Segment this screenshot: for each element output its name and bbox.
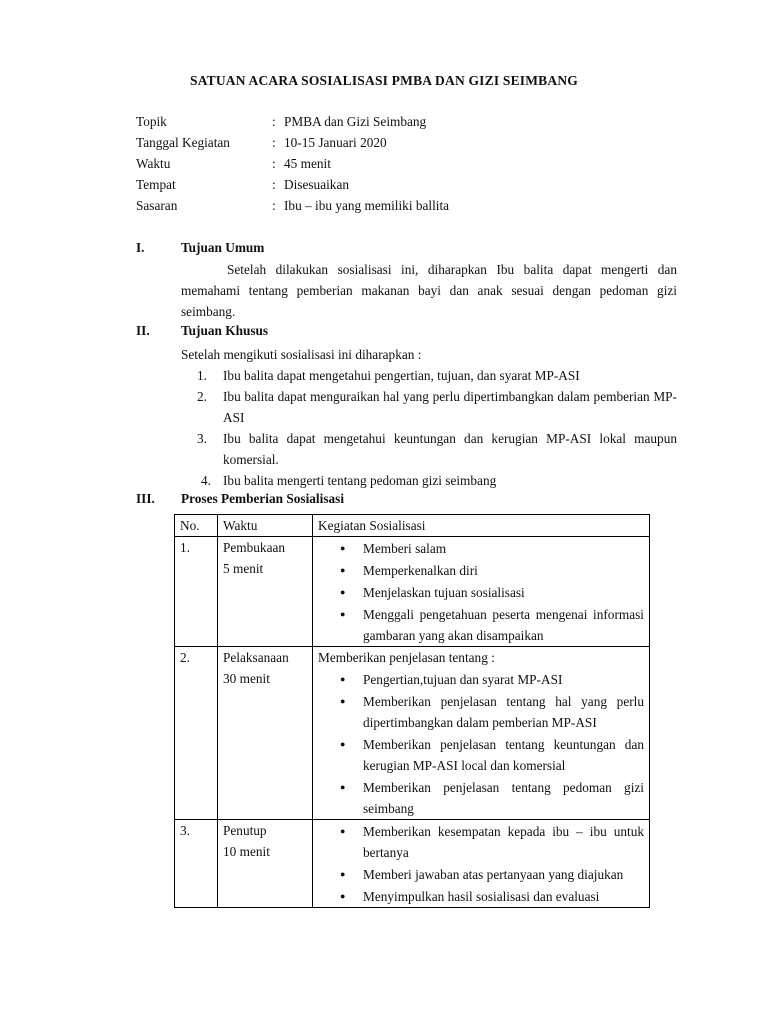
table-header-row xyxy=(175,515,650,537)
section-heading-proses: Proses Pemberian Sosialisasi xyxy=(181,491,345,506)
info-label: Sasaran xyxy=(136,198,178,213)
info-row-tempat: Tempat : Disesuaikan xyxy=(136,177,349,192)
list-item: ● Memberikan penjelasan tentang hal yang perlu dipertimbangkan dalam pemberian MP-ASI xyxy=(318,691,644,733)
row-time: Pelaksanaan 30 menit xyxy=(218,647,313,820)
list-item: ● Memberikan penjelasan tentang keuntungan dan kerugian MP-ASI local dan komersial xyxy=(318,734,644,776)
section-paragraph: Setelah dilakukan sosialisasi ini, diharapkan Ibu balita dapat mengerti dan memahami tentang pemberian makanan bayi dan anak sesuai dengan pedoman gizi seimbang. xyxy=(181,262,677,319)
table-row xyxy=(175,820,650,908)
section-heading-tujuan-umum: Tujuan Umum xyxy=(181,240,265,255)
list-item: ● Memberi salam xyxy=(318,538,644,559)
info-value: 10-15 Januari 2020 xyxy=(284,135,387,150)
row-time: Pembukaan 5 menit xyxy=(218,537,313,647)
activity-intro: Memberikan penjelasan tentang : xyxy=(318,650,495,665)
list-item: ● Menyimpulkan hasil sosialisasi dan evaluasi xyxy=(318,886,644,907)
info-value: Ibu – ibu yang memiliki ballita xyxy=(284,198,450,213)
section-heading-tujuan-khusus: Tujuan Khusus xyxy=(181,323,269,338)
list-item: ● Menjelaskan tujuan sosialisasi xyxy=(318,582,644,603)
info-row-topik: Topik : PMBA dan Gizi Seimbang xyxy=(136,114,427,129)
section-number: III. xyxy=(136,491,155,506)
schedule-table xyxy=(174,514,650,908)
info-label: Tempat xyxy=(136,177,176,192)
info-row-tanggal: Tanggal Kegiatan : 10-15 Januari 2020 xyxy=(136,135,387,150)
info-row-sasaran: Sasaran : Ibu – ibu yang memiliki ballita xyxy=(136,198,450,213)
info-block xyxy=(136,113,449,218)
row-activities xyxy=(313,820,650,908)
table-row xyxy=(175,647,650,820)
info-label: Topik xyxy=(136,114,167,129)
row-number: 1. xyxy=(175,537,218,647)
column-header: No. xyxy=(175,515,218,537)
info-label: Tanggal Kegiatan xyxy=(136,135,230,150)
list-item: 1. Ibu balita dapat mengetahui pengertian, tujuan, dan syarat MP-ASI xyxy=(197,368,580,383)
section-intro: Setelah mengikuti sosialisasi ini diharapkan : xyxy=(181,347,422,362)
row-number: 2. xyxy=(175,647,218,820)
list-item: ● Memberikan penjelasan tentang pedoman gizi seimbang xyxy=(318,777,644,819)
row-time: Penutup 10 menit xyxy=(218,820,313,908)
section-number: II. xyxy=(136,323,150,338)
list-item: ● Memberikan kesempatan kepada ibu – ibu untuk bertanya xyxy=(318,821,644,863)
column-header: Waktu xyxy=(218,515,313,537)
row-activities xyxy=(313,647,650,820)
list-item: 4. Ibu balita mengerti tentang pedoman gizi seimbang xyxy=(201,473,497,488)
row-activities xyxy=(313,537,650,647)
list-item: ● Pengertian,tujuan dan syarat MP-ASI xyxy=(318,669,644,690)
row-number: 3. xyxy=(175,820,218,908)
list-item: ● Menggali pengetahuan peserta mengenai informasi gambaran yang akan disampaikan xyxy=(318,604,644,646)
document-title: SATUAN ACARA SOSIALISASI PMBA DAN GIZI SEIMBANG xyxy=(190,73,578,88)
column-header: Kegiatan Sosialisasi xyxy=(313,515,650,537)
info-row-waktu: Waktu : 45 menit xyxy=(136,156,331,171)
list-item: ● Memperkenalkan diri xyxy=(318,560,644,581)
info-label: Waktu xyxy=(136,156,171,171)
table-row xyxy=(175,537,650,647)
info-value: 45 menit xyxy=(284,156,331,171)
info-value: Disesuaikan xyxy=(284,177,349,192)
list-item: 3. Ibu balita dapat mengetahui keuntungan dan kerugian MP-ASI lokal maupun komersial. xyxy=(197,431,677,467)
section-number: I. xyxy=(136,240,145,255)
info-value: PMBA dan Gizi Seimbang xyxy=(284,114,427,129)
objectives-list xyxy=(181,365,677,491)
list-item: ● Memberi jawaban atas pertanyaan yang diajukan xyxy=(318,864,644,885)
list-item: 2. Ibu balita dapat menguraikan hal yang perlu dipertimbangkan dalam pemberian MP-ASI xyxy=(197,389,677,425)
